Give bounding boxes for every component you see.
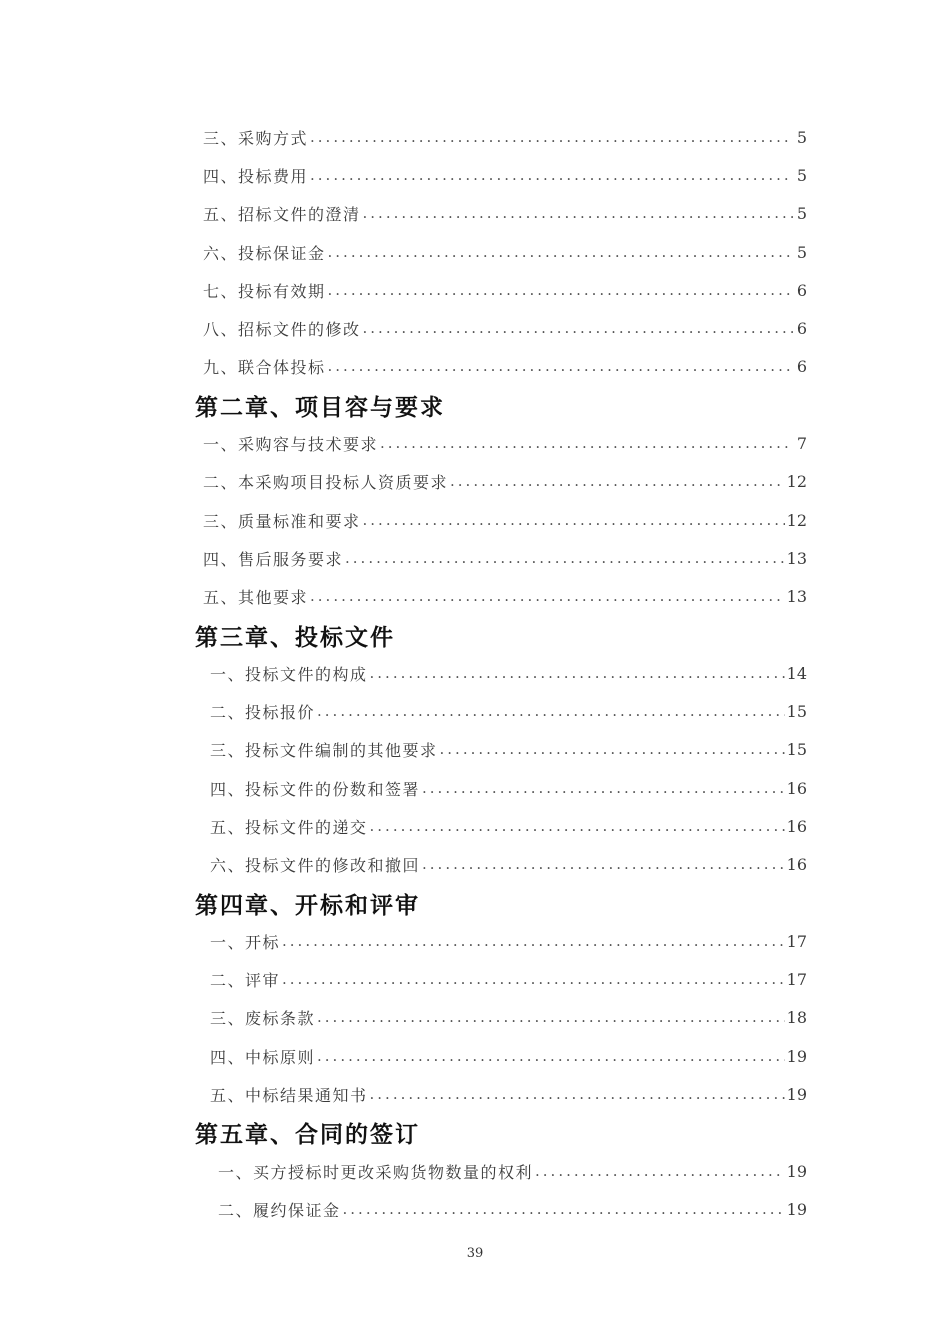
toc-entry-page: 6: [796, 280, 807, 300]
toc-entry-page: 19: [786, 1199, 807, 1219]
toc-entry[interactable]: [0, 1190, 950, 1228]
toc-entry[interactable]: [0, 961, 950, 999]
toc-entry-label: 五、投标文件的递交: [210, 817, 368, 837]
dot-leader: [363, 206, 793, 221]
dot-leader: [317, 1049, 785, 1064]
toc-entry-page: 19: [786, 1161, 807, 1181]
toc-entry[interactable]: [0, 348, 950, 386]
toc-entry-label: 二、评审: [210, 971, 281, 991]
chapter-heading: 第二章、项目容与要求: [195, 394, 445, 421]
dot-leader: [422, 857, 785, 872]
dot-leader: [310, 168, 793, 183]
toc-entry-page: 12: [786, 472, 807, 492]
toc-entry-page: 5: [796, 165, 807, 185]
table-of-contents: [0, 118, 950, 1229]
dot-leader: [440, 742, 785, 757]
dot-leader: [363, 513, 785, 528]
toc-entry-page: 17: [786, 970, 807, 990]
toc-entry[interactable]: [0, 424, 950, 462]
toc-entry-label: 一、开标: [210, 932, 281, 952]
toc-entry-label: 八、招标文件的修改: [203, 320, 361, 340]
dot-leader: [370, 666, 785, 681]
toc-entry-label: 二、本采购项目投标人资质要求: [203, 473, 449, 493]
toc-entry-label: 三、投标文件编制的其他要求: [210, 741, 438, 761]
toc-entry-label: 三、质量标准和要求: [203, 511, 361, 531]
dot-leader: [310, 589, 785, 604]
toc-entry-label: 五、中标结果通知书: [210, 1086, 368, 1106]
toc-entry-page: 6: [796, 357, 807, 377]
toc-entry-label: 七、投标有效期: [203, 281, 326, 301]
dot-leader: [535, 1164, 785, 1179]
toc-entry-label: 四、投标文件的份数和签署: [210, 779, 421, 799]
dot-leader: [380, 436, 793, 451]
toc-entry[interactable]: [0, 233, 950, 271]
toc-entry-label: 四、投标费用: [203, 166, 309, 186]
toc-entry[interactable]: [0, 731, 950, 769]
dot-leader: [317, 1010, 785, 1025]
dot-leader: [282, 934, 785, 949]
toc-entry-page: 13: [786, 548, 807, 568]
toc-entry-page: 5: [796, 204, 807, 224]
dot-leader: [450, 474, 785, 489]
toc-entry-page: 19: [786, 1046, 807, 1066]
toc-entry-page: 15: [786, 740, 807, 760]
toc-entry-label: 九、联合体投标: [203, 358, 326, 378]
dot-leader: [328, 283, 793, 298]
toc-entry-page: 18: [786, 1008, 807, 1028]
toc-entry-page: 16: [786, 816, 807, 836]
toc-entry-page: 5: [796, 242, 807, 262]
dot-leader: [370, 819, 785, 834]
dot-leader: [363, 321, 793, 336]
toc-entry-label: 六、投标保证金: [203, 243, 326, 263]
toc-entry-label: 一、买方授标时更改采购货物数量的权利: [218, 1162, 534, 1182]
toc-entry-page: 5: [796, 127, 807, 147]
toc-entry[interactable]: [0, 501, 950, 539]
toc-entry[interactable]: [0, 999, 950, 1037]
page-number: 39: [466, 1246, 484, 1261]
dot-leader: [310, 130, 793, 145]
toc-entry-label: 三、废标条款: [210, 1009, 316, 1029]
toc-entry[interactable]: [0, 463, 950, 501]
dot-leader: [328, 359, 793, 374]
dot-leader: [343, 1202, 785, 1217]
toc-entry[interactable]: [0, 807, 950, 845]
toc-entry[interactable]: [0, 1037, 950, 1075]
toc-entry-label: 五、招标文件的澄清: [203, 205, 361, 225]
toc-entry-page: 13: [786, 587, 807, 607]
toc-entry-page: 16: [786, 855, 807, 875]
dot-leader: [422, 781, 785, 796]
chapter-heading: 第五章、合同的签订: [195, 1122, 420, 1149]
toc-entry-page: 12: [786, 510, 807, 530]
toc-entry-page: 16: [786, 778, 807, 798]
toc-entry-label: 五、其他要求: [203, 588, 309, 608]
toc-entry-page: 15: [786, 702, 807, 722]
toc-entry[interactable]: [0, 654, 950, 692]
toc-entry-page: 19: [786, 1085, 807, 1105]
toc-entry[interactable]: [0, 195, 950, 233]
toc-entry[interactable]: [0, 846, 950, 884]
dot-leader: [345, 551, 785, 566]
toc-entry-page: 6: [796, 319, 807, 339]
toc-entry-label: 二、履约保证金: [218, 1200, 341, 1220]
toc-entry-label: 四、中标原则: [210, 1047, 316, 1067]
dot-leader: [370, 1087, 785, 1102]
toc-entry[interactable]: [0, 769, 950, 807]
toc-entry-page: 14: [786, 663, 807, 683]
dot-leader: [282, 972, 785, 987]
toc-entry[interactable]: [0, 922, 950, 960]
toc-entry[interactable]: [0, 578, 950, 616]
toc-entry-label: 一、采购容与技术要求: [203, 435, 379, 455]
toc-entry-label: 六、投标文件的修改和撤回: [210, 856, 421, 876]
toc-entry-label: 四、售后服务要求: [203, 549, 344, 569]
toc-entry-label: 一、投标文件的构成: [210, 664, 368, 684]
dot-leader: [328, 245, 793, 260]
toc-entry[interactable]: [0, 271, 950, 309]
toc-entry[interactable]: [0, 692, 950, 730]
toc-entry[interactable]: [0, 1152, 950, 1190]
dot-leader: [317, 704, 785, 719]
chapter-heading: 第三章、投标文件: [195, 624, 395, 651]
toc-entry-label: 三、采购方式: [203, 128, 309, 148]
toc-entry[interactable]: [0, 156, 950, 194]
toc-entry[interactable]: [0, 539, 950, 577]
chapter-heading: 第四章、开标和评审: [195, 892, 420, 919]
toc-entry-label: 二、投标报价: [210, 703, 316, 723]
toc-entry[interactable]: [0, 309, 950, 347]
toc-entry-page: 17: [786, 931, 807, 951]
toc-entry[interactable]: [0, 1075, 950, 1113]
toc-entry[interactable]: [0, 118, 950, 156]
toc-entry-page: 7: [796, 434, 807, 454]
